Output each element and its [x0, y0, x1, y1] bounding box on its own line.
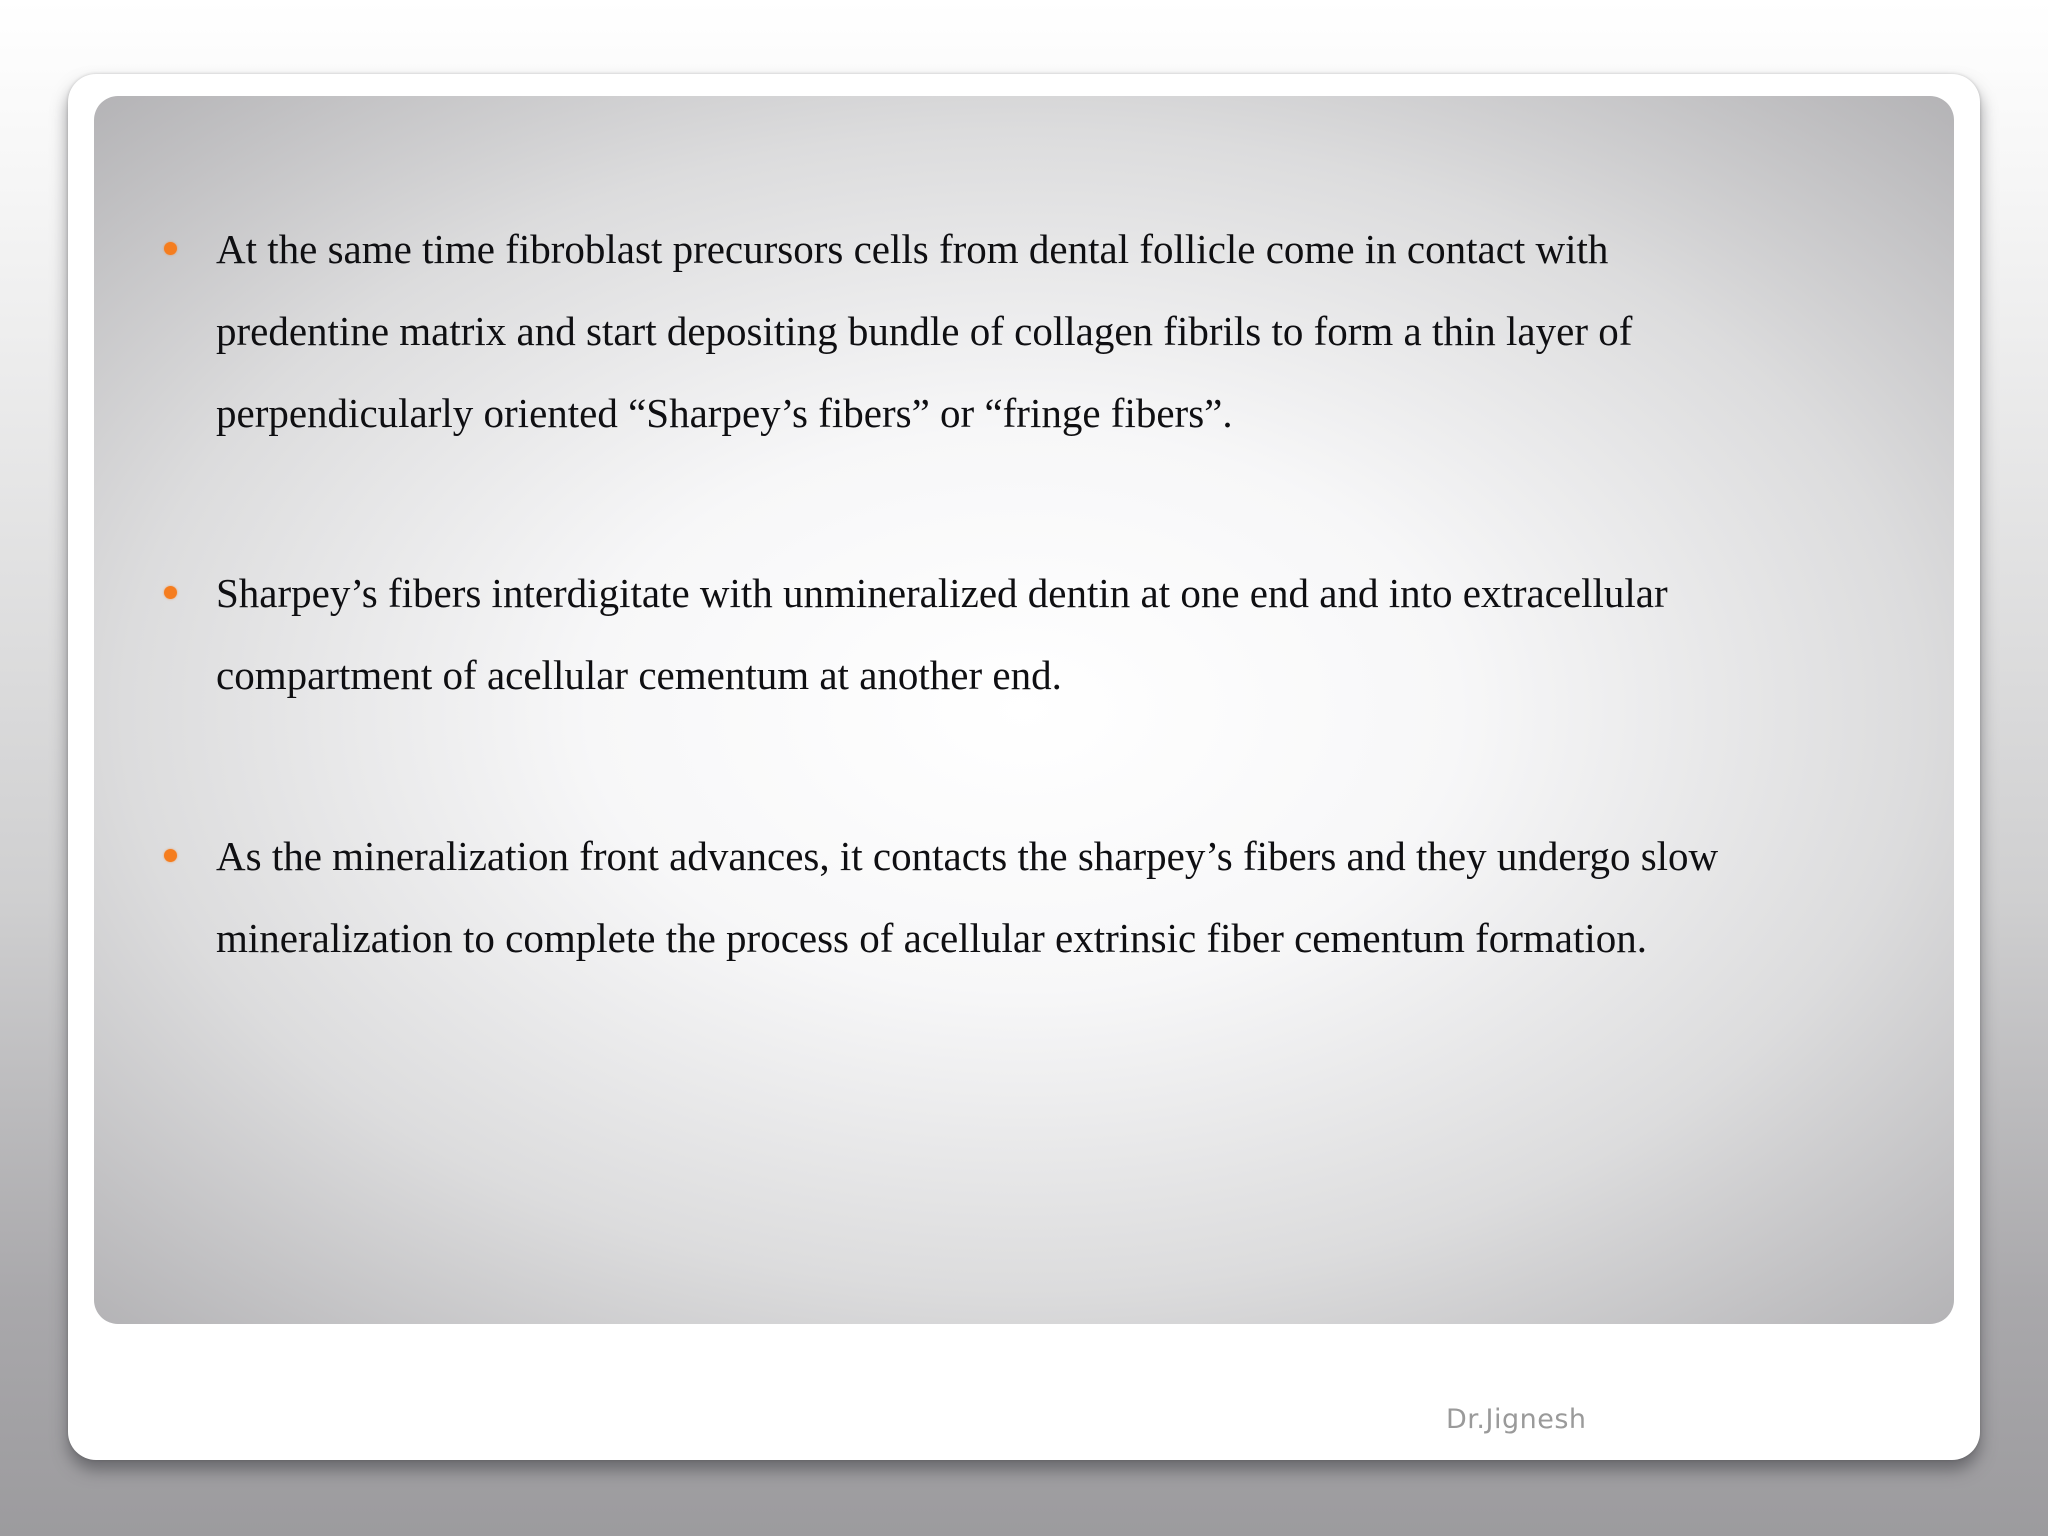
content-panel	[94, 96, 1954, 1324]
bullet-dot-icon	[164, 849, 177, 862]
bullet-line: Sharpey’s fibers interdigitate with unmineralized dentin at one end and into extracellular	[216, 570, 1668, 616]
bullet-line: compartment of acellular cementum at another end.	[216, 652, 1062, 698]
bullet-text-1	[216, 208, 1954, 454]
footer-author: Dr.Jignesh	[1446, 1404, 1587, 1435]
bullet-text-3	[216, 815, 1954, 979]
bullet-line: At the same time fibroblast precursors cells from dental follicle come in contact with	[216, 226, 1609, 272]
bullet-dot-icon	[164, 586, 177, 599]
bullet-line: As the mineralization front advances, it contacts the sharpey’s fibers and they undergo slow	[216, 833, 1719, 879]
slide-card	[68, 74, 1980, 1460]
bullet-line: predentine matrix and start depositing bundle of collagen fibrils to form a thin layer of	[216, 308, 1633, 354]
bullet-dot-icon	[164, 242, 177, 255]
bullet-line: perpendicularly oriented “Sharpey’s fibers” or “fringe fibers”.	[216, 390, 1233, 436]
bullet-line: mineralization to complete the process of acellular extrinsic fiber cementum formation.	[216, 915, 1648, 961]
bullet-text-2	[216, 552, 1954, 716]
